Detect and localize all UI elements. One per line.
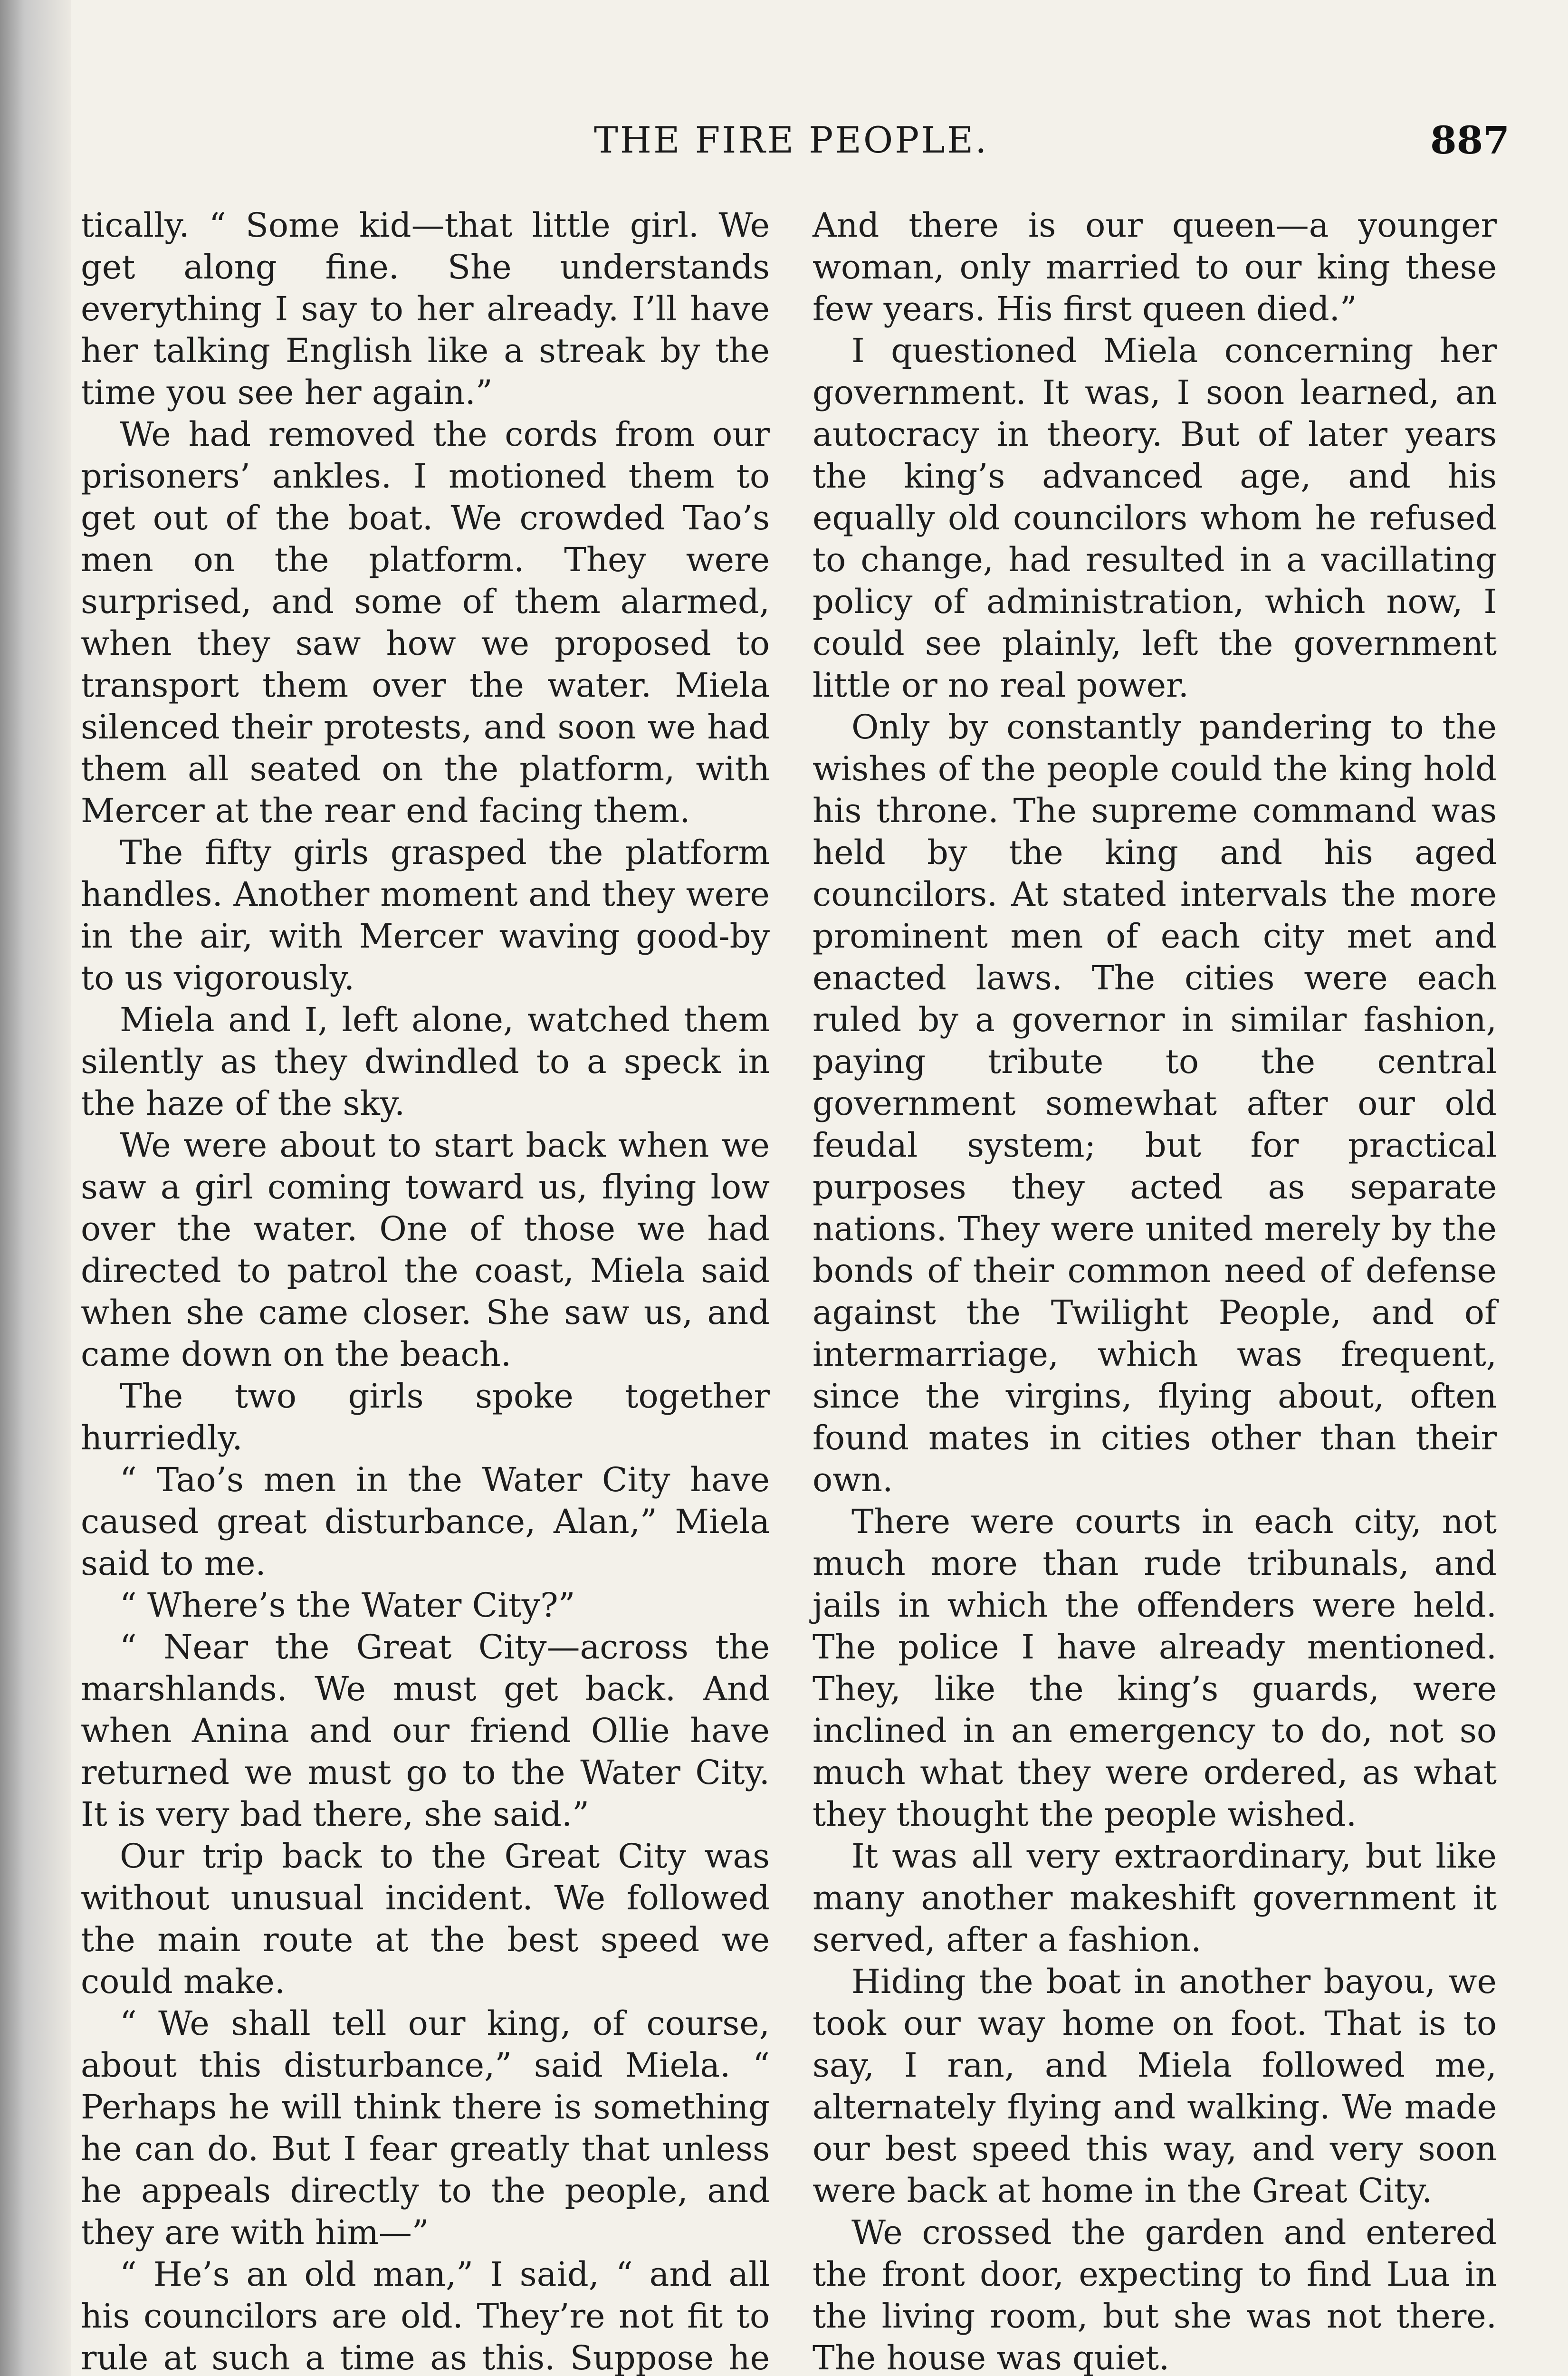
paragraph-right-3: Only by constantly pandering to the wishes of the people could the king hold his throne. The supreme command was held by the king and his aged councilors. At stated intervals the more prominent men of each city met and enacted laws. The cities were each ruled by a governor in similar fashion, paying tribute to the central government somewhat after our old feudal system; but for practical purposes they acted as separate nations. They were united merely by the bonds of their common need of defense against the Twilight People, and of intermarriage, which was frequent, since the virgins, flying about, often found mates in cities other than their own.: [813, 708, 1497, 1499]
paragraph-left-2: We had removed the cords from our prisoners’ ankles. I motioned them to get out of the boat. We crowded Tao’s men on the platform. They were surprised, and some of them alarmed, when they saw how we proposed to transport them over the water. Miela silenced their protests, and soon we had them all seated on the platform, with Mercer at the rear end facing them.: [81, 415, 770, 830]
scan-edge-shadow: [0, 0, 71, 2376]
paragraph-left-11: “ We shall tell our king, of course, about this disturbance,” said Miela. “ Perhaps he will think there is something he can do. But I fear greatly that unless he appeals directly to the people, and they are with him—”: [81, 2004, 770, 2252]
left-column-text: [81, 204, 770, 2376]
paragraph-right-4: There were courts in each city, not much more than rude tribunals, and jails in which the offenders were held. The police I have already mentioned. They, like the king’s guards, were inclined in an emergency to do, not so much what they were ordered, as what they thought the people wished.: [813, 1502, 1497, 1834]
paragraph-right-6: Hiding the boat in another bayou, we took our way home on foot. That is to say, I ran, and Miela followed me, alternately flying and walking. We made our best speed this way, and very soon were back at home in the Great City.: [813, 1962, 1497, 2210]
paragraph-left-7: “ Tao’s men in the Water City have caused great disturbance, Alan,” Miela said to me.: [81, 1460, 770, 1583]
paragraph-left-10: Our trip back to the Great City was without unusual incident. We followed the main route at the best speed we could make.: [81, 1837, 770, 2001]
paragraph-left-4: Miela and I, left alone, watched them silently as they dwindled to a speck in the haze of the sky.: [81, 1000, 770, 1123]
page-number: 887: [1430, 118, 1510, 163]
paragraph-left-9: “ Near the Great City—across the marshlands. We must get back. And when Anina and our friend Ollie have returned we must go to the Water City. It is very bad there, she said.”: [81, 1628, 770, 1834]
right-column-text: [813, 204, 1497, 2376]
paragraph-left-3: The fifty girls grasped the platform handles. Another moment and they were in the air, with Mercer waving good-by to us vigorously.: [81, 833, 770, 997]
paragraph-left-5: We were about to start back when we saw a girl coming toward us, flying low over the water. One of those we had directed to patrol the coast, Miela said when she came closer. She saw us, and came down on the beach.: [81, 1126, 770, 1374]
paragraph-right-1: And there is our queen—a younger woman, only married to our king these few years. His first queen died.”: [813, 206, 1497, 328]
paragraph-left-6: The two girls spoke together hurriedly.: [81, 1377, 770, 1457]
paragraph-left-12: “ He’s an old man,” I said, “ and all his councilors are old. They’re not fit to rule at such a time as this. Suppose he: [81, 2255, 770, 2376]
paragraph-right-5: It was all very extraordinary, but like many another makeshift government it served, after a fashion.: [813, 1837, 1497, 1959]
paragraph-left-1: tically. “ Some kid—that little girl. We get along fine. She understands everything I say to her already. I’ll have her talking English like a streak by the time you see her again.”: [81, 206, 770, 412]
paragraph-right-2: I questioned Miela concerning her government. It was, I soon learned, an autocracy in theory. But of later years the king’s advanced age, and his equally old councilors whom he refused to change, had resulted in a vacillating policy of administration, which now, I could see plainly, left the government little or no real power.: [813, 331, 1497, 705]
running-title: THE FIRE PEOPLE.: [594, 119, 989, 161]
paragraph-left-8: “ Where’s the Water City?”: [120, 1586, 575, 1625]
paragraph-right-7: We crossed the garden and entered the front door, expecting to find Lua in the living room, but she was not there. The house was quiet.: [813, 2213, 1497, 2376]
